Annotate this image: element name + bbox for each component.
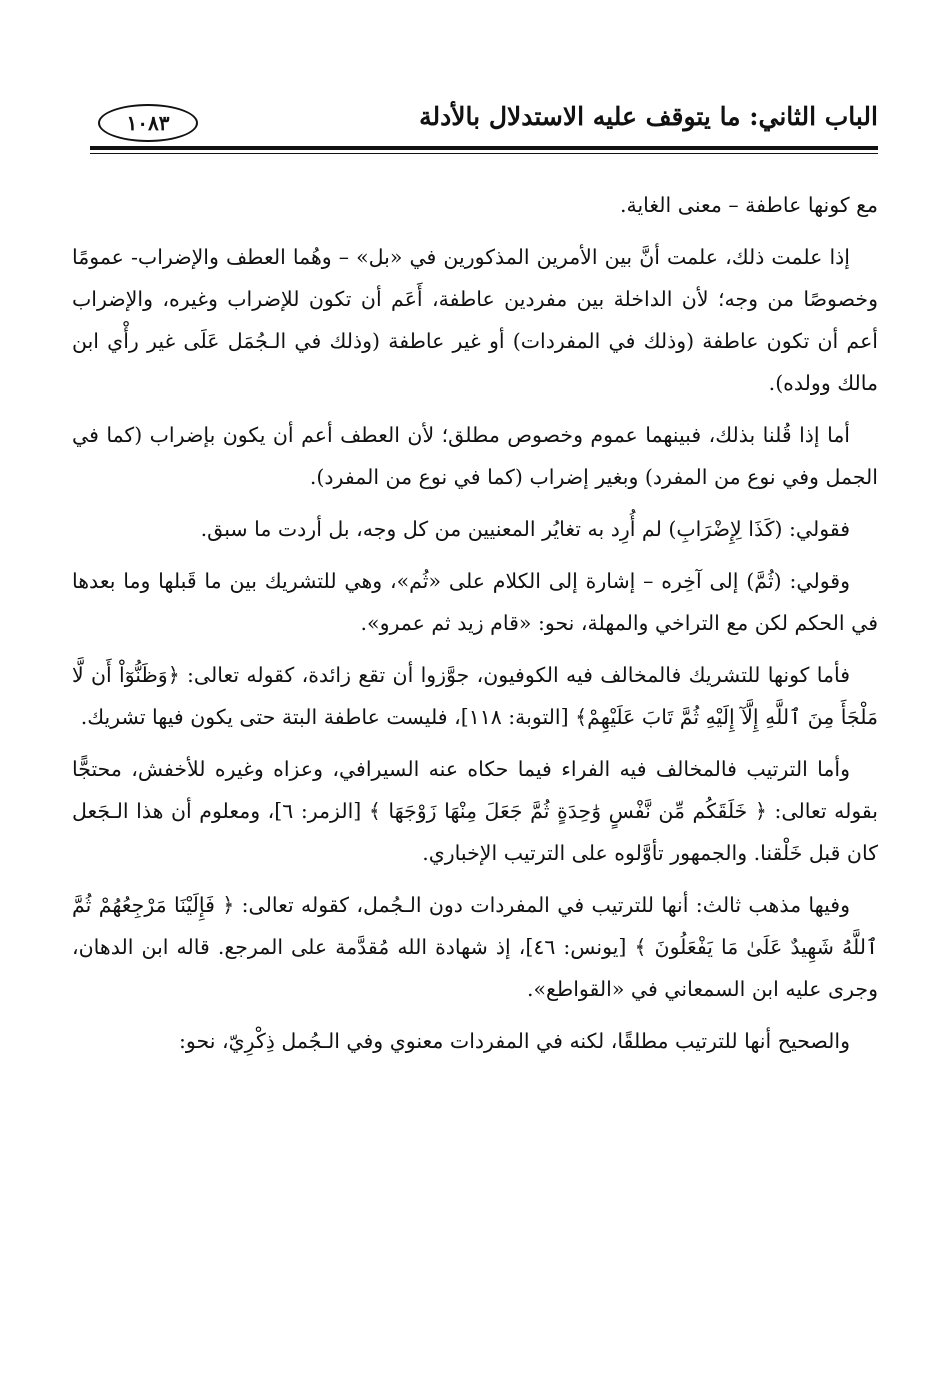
paragraph: مع كونها عاطفة – معنى الغاية.: [619, 193, 878, 217]
paragraph: إذا علمت ذلك، علمت أنَّ بين الأمرين المذكورين في «بل» – وهُما العطف والإضراب- عمومًا وخصوصًا من وجه؛ لأن الداخلة بين مفردين عاطفة، أَعَم أن تكون للإضراب وغيره، والإضراب أعم أن تكون عاطفة (وذلك في المفردات) أو غير عاطفة (وذلك في الـجُمَل عَلَى غير رأْي ابن مالك وولده).: [72, 245, 878, 395]
paragraph: وفيها مذهب ثالث: أنها للترتيب في المفردات دون الـجُمل، كقوله تعالى: ﴿ فَإِلَيْنَا مَرْجِعُهُمْ ثُمَّ ٱللَّهُ شَهِيدٌ عَلَىٰ مَا يَفْعَلُونَ ﴾ [يونس: ٤٦]، إذ شهادة الله مُقدَّمة على المرجع. قاله ابن الدهان، وجرى عليه ابن السمعاني في «القواطع».: [72, 893, 878, 1001]
running-title: الباب الثاني: ما يتوقف عليه الاستدلال بالأدلة: [419, 102, 878, 131]
paragraph: فقولي: (كَذَا لِإِضْرَابِ) لم أُرِد به تغايُر المعنيين من كل وجه، بل أردت ما سبق.: [200, 517, 850, 541]
header-rule-thin: [90, 153, 878, 154]
paragraph: أما إذا قُلنا بذلك، فبينهما عموم وخصوص مطلق؛ لأن العطف أعم أن يكون بإضراب (كما في الجمل وفي نوع من المفرد) وبغير إضراب (كما في نوع من المفرد).: [72, 423, 878, 489]
paragraph: وقولي: (ثُمَّ) إلى آخِره – إشارة إلى الكلام على «ثُم»، وهي للتشريك بين ما قَبلها وما بعدها في الحكم لكن مع التراخي والمهلة، نحو: «قام زيد ثم عمرو».: [72, 569, 878, 635]
page-number-badge: [98, 104, 198, 142]
paragraph: فأما كونها للتشريك فالمخالف فيه الكوفيون، جوَّزوا أن تقع زائدة، كقوله تعالى: ﴿وَظَنُّوٓاْ أَن لَّا مَلْجَأَ مِنَ ٱللَّهِ إِلَّآ إِلَيْهِ ثُمَّ تَابَ عَلَيْهِمْ﴾ [التوبة: ١١٨]، فليست عاطفة البتة حتى يكون فيها تشريك.: [72, 663, 878, 729]
page-header: [72, 96, 878, 148]
page-number: ١٠٨٣: [126, 111, 170, 135]
paragraph: والصحيح أنها للترتيب مطلقًا، لكنه في المفردات معنوي وفي الـجُمل ذِكْرِيّ، نحو:: [179, 1029, 850, 1053]
paragraph: وأما الترتيب فالمخالف فيه الفراء فيما حكاه عنه السيرافي، وعزاه وغيره للأخفش، محتجًّا بقوله تعالى: ﴿ خَلَقَكُم مِّن نَّفْسٍ وَٰحِدَةٍ ثُمَّ جَعَلَ مِنْهَا زَوْجَهَا ﴾ [الزمر: ٦]، ومعلوم أن هذا الـجَعل كان قبل خَلْقنا. والجمهور تأوَّلوه على الترتيب الإخباري.: [72, 757, 878, 865]
body-text: [72, 184, 878, 1072]
book-page: [72, 96, 878, 1356]
header-rule-thick: [90, 146, 878, 150]
